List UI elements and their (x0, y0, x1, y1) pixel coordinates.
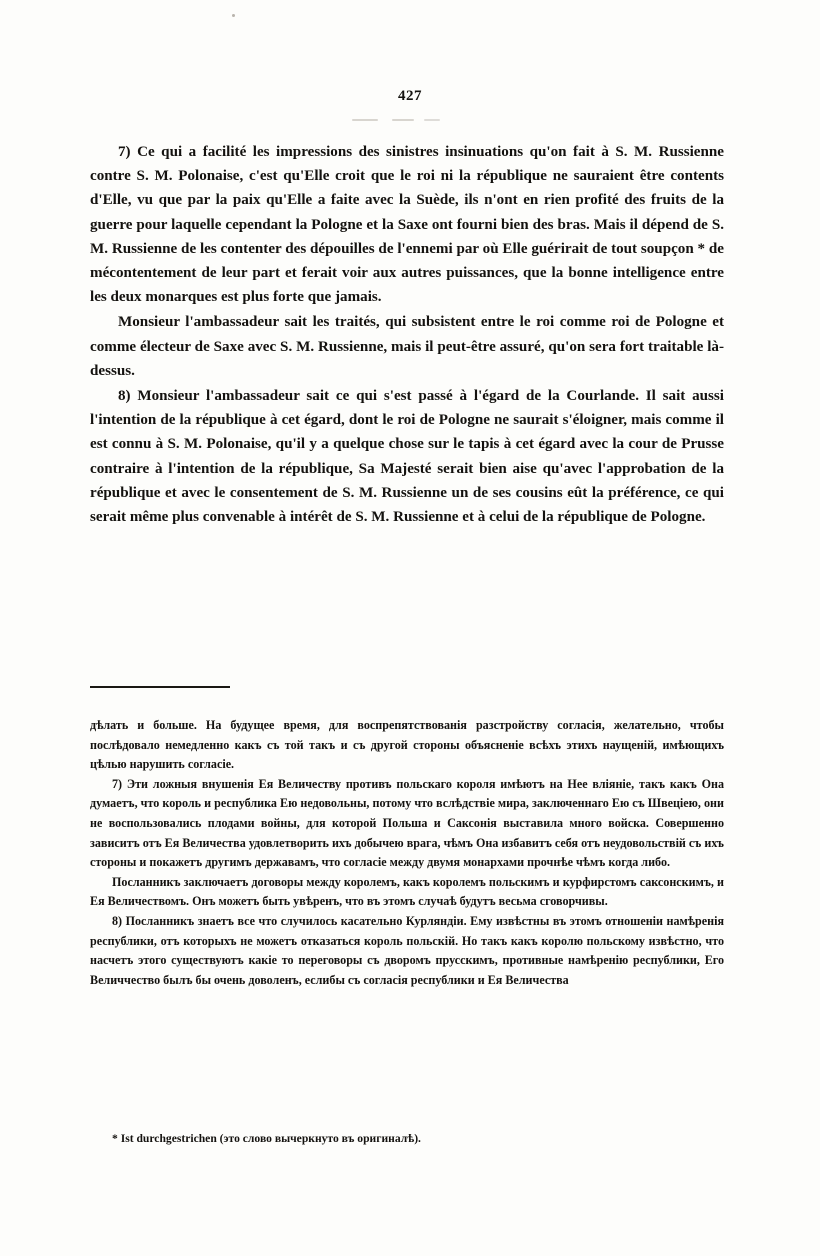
footnote-paragraph: 8) Посланникъ знаетъ все что случилось касательно Курляндіи. Ему извѣстны въ этомъ отношеніи намѣренія республики, отъ которыхъ не можетъ отказаться король польскій. Но такъ какъ королю польскому извѣстно, что насчетъ этого существуютъ какіе то переговоры съ дворомъ прусскимъ, противные намѣренію республики, Его Величчество былъ бы очень доволенъ, еслибы съ согласія республики и Ея Величества (90, 913, 724, 987)
page-smudge (424, 119, 440, 121)
footnote-separator-rule (90, 686, 230, 688)
page-smudge (392, 119, 414, 121)
footnote-body-text (90, 716, 724, 990)
body-paragraph: 8) Monsieur l'ambassadeur sait ce qui s'est passé à l'égard de la Courlande. Il sait aussi l'intention de la république à cet égard, dont le roi de Pologne ne saurait s'éloigner, mais comme il est connu à S. M. Polonaise, qu'il y a quelque chose sur le tapis à cet égard avec la cour de Prusse contraire à l'intention de la république, Sa Majesté serait bien aise qu'avec l'approbation de la république et avec le consentement de S. M. Russienne un de ses cousins eût la préférence, ce qui serait même plus convenable à intérêt de S. M. Russienne et à celui de la république de Pologne. (90, 388, 724, 526)
body-paragraph: 7) Ce qui a facilité les impressions des sinistres insinuations qu'on fait à S. M. Russienne contre S. M. Polonaise, c'est qu'Elle croit que le roi ni la république ne sauraient être contents d'Elle, vu que par la paix qu'Elle a faite avec la Suède, ils n'ont en rien profité des fruits de la guerre pour laquelle cependant la Pologne et la Saxe ont fourni bien des bras. Mais il dépend de S. M. Russienne de les contenter des dépouilles de l'ennemi par où Elle guérirait de tout soupçon * de mécontentement de leur part et ferait voir aux autres puissances, que la bonne intelligence entre les deux monarques est plus forte que jamais. (90, 144, 724, 306)
footnote-star-note: * Ist durchgestrichen (это слово вычеркнуто въ оригиналѣ). (112, 1132, 421, 1145)
main-body-text (90, 140, 724, 529)
footnote-paragraph: 7) Эти ложныя внушенія Ея Величеству противъ польскаго короля имѣютъ на Нее вліяніе, такъ какъ Она думаетъ, что король и республика Ею недовольны, потому что вслѣдствіе мира, заключеннаго Ею съ Швеціею, они не воспользовались плодами войны, для которой Польша и Саксонія выставила много войска. Совершенно зависитъ отъ Ея Величества удовлетворить ихъ добычею врага, чѣмъ Она избавитъ себя отъ неудовольствій съ ихъ стороны и покажетъ другимъ державамъ, что согласіе между двумя монархами прочнѣе чѣмъ когда либо. (90, 776, 724, 870)
footnote-paragraph: дѣлать и больше. На будущее время, для воспрепятствованія разстройству согласія, желательно, чтобы послѣдовало немедленно какъ съ той такъ и съ другой стороны объясненіе всѣхъ этихъ наущеній, имѣющихъ цѣлью нарушить согласіе. (90, 718, 724, 772)
footnote-paragraph: Посланникъ заключаетъ договоры между королемъ, какъ королемъ польскимъ и курфирстомъ саксонскимъ, и Ея Величествомъ. Онъ можетъ быть увѣренъ, что въ этомъ случаѣ будутъ весьма сговорчивы. (90, 874, 724, 909)
page-speck (232, 14, 235, 17)
body-paragraph: Monsieur l'ambassadeur sait les traités, qui subsistent entre le roi comme roi de Pologne et comme électeur de Saxe avec S. M. Russienne, mais il peut-être assuré, qu'on sera fort traitable là-dessus. (90, 314, 724, 379)
page-number: 427 (398, 88, 422, 104)
page-smudge (352, 119, 378, 121)
